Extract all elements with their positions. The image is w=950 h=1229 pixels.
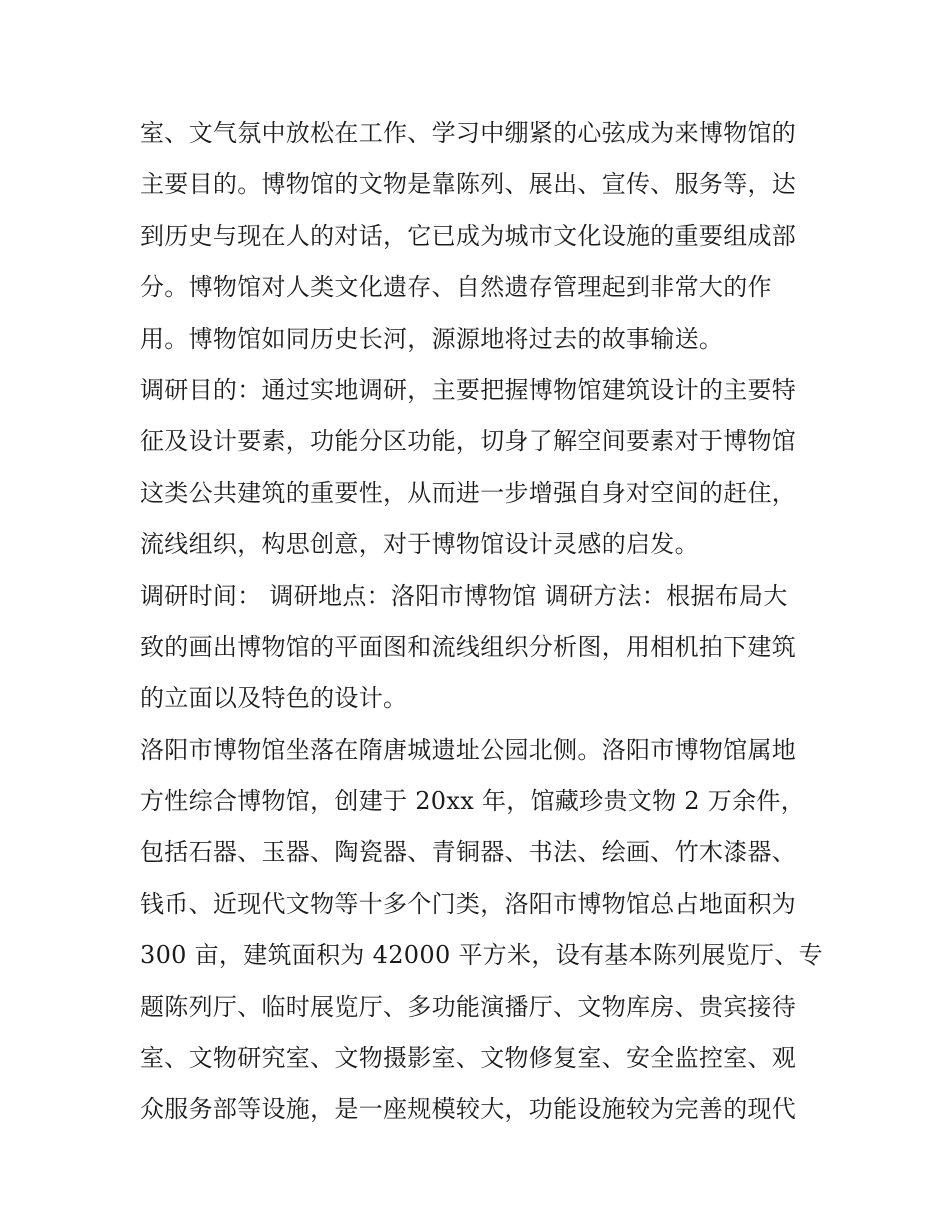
text-line: 室、文气氛中放松在工作、学习中绷紧的心弦成为来博物馆的 bbox=[140, 119, 797, 147]
body-text bbox=[140, 108, 830, 1136]
text-line: 众服务部等设施，是一座规模较大，功能设施较为完善的现代 bbox=[140, 1095, 797, 1124]
text-line: 调研时间： 调研地点：洛阳市博物馆 调研方法：根据布局大 bbox=[140, 581, 788, 610]
text-line: 致的画出博物馆的平面图和流线组织分析图，用相机拍下建筑 bbox=[140, 632, 797, 661]
text-line: 洛阳市博物馆坐落在隋唐城遗址公园北侧。洛阳市博物馆属地 bbox=[140, 735, 797, 764]
text-line: 流线组织，构思创意，对于博物馆设计灵感的启发。 bbox=[140, 530, 699, 559]
text-line: 方性综合博物馆，创建于 20xx 年，馆藏珍贵文物 2 万余件， bbox=[140, 787, 805, 816]
text-line: 用。博物馆如同历史长河，源源地将过去的故事输送。 bbox=[140, 324, 724, 353]
text-line: 300 亩，建筑面积为 42000 平方米，设有基本陈列展览厅、专 bbox=[140, 941, 823, 970]
text-line: 题陈列厅、临时展览厅、多功能演播厅、文物库房、贵宾接待 bbox=[140, 992, 797, 1021]
text-line: 室、文物研究室、文物摄影室、文物修复室、安全监控室、观 bbox=[140, 1044, 797, 1073]
text-line: 包括石器、玉器、陶瓷器、青铜器、书法、绘画、竹木漆器、 bbox=[140, 838, 797, 867]
text-line: 征及设计要素，功能分区功能，切身了解空间要素对于博物馆 bbox=[140, 427, 797, 456]
text-line: 调研目的：通过实地调研，主要把握博物馆建筑设计的主要特 bbox=[140, 375, 797, 404]
text-line: 主要目的。博物馆的文物是靠陈列、展出、宣传、服务等，达 bbox=[140, 170, 797, 199]
text-line: 钱币、近现代文物等十多个门类，洛阳市博物馆总占地面积为 bbox=[140, 889, 797, 918]
text-line: 分。博物馆对人类文化遗存、自然遗存管理起到非常大的作 bbox=[140, 273, 772, 302]
text-line: 的立面以及特色的设计。 bbox=[140, 684, 408, 713]
text-line: 这类公共建筑的重要性，从而进一步增强自身对空间的赶住， bbox=[140, 478, 797, 507]
text-line: 到历史与现在人的对话，它已成为城市文化设施的重要组成部 bbox=[140, 221, 797, 250]
